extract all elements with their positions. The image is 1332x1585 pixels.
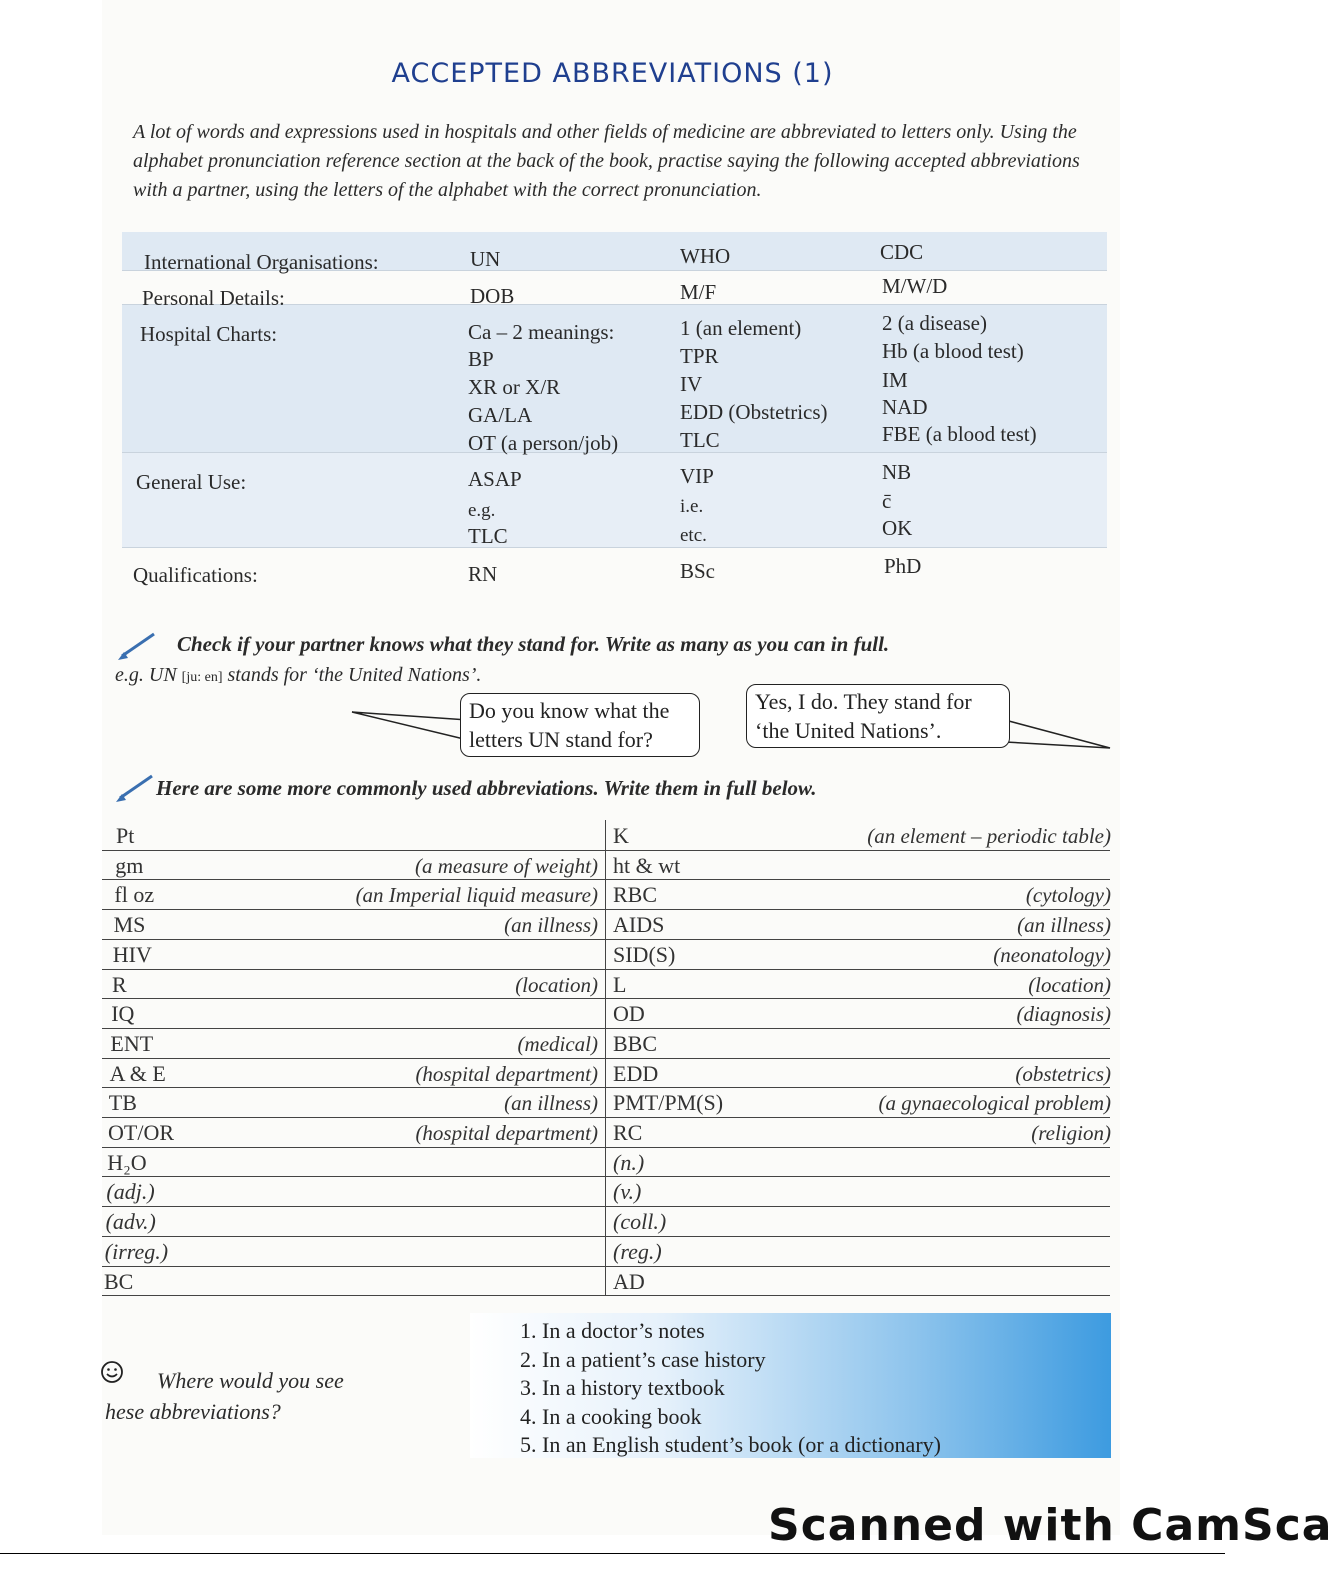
divider <box>122 547 1107 548</box>
abbr-left: A & E <box>109 1060 166 1086</box>
category-label: General Use: <box>136 470 247 494</box>
abbr-item: WHO <box>680 244 731 268</box>
row-line <box>102 909 1110 910</box>
row-line <box>102 1236 1110 1237</box>
abbr-item: TLC <box>468 524 508 548</box>
row-line <box>102 1295 1110 1296</box>
abbr-right: RBC <box>613 882 658 908</box>
abbr-left-hint: (hospital department) <box>415 1061 598 1086</box>
abbr-left: HIV <box>112 941 152 967</box>
abbr-item: CDC <box>880 240 924 264</box>
abbr-left: MS <box>113 912 146 938</box>
abbr-item: i.e. <box>680 496 704 517</box>
abbr-item: PhD <box>884 554 922 578</box>
abbr-right: ht & wt <box>613 852 681 878</box>
abbr-item: EDD (Obstetrics) <box>680 400 828 424</box>
abbr-left: Pt <box>116 823 135 848</box>
abbr-left-hint: (medical) <box>517 1031 598 1056</box>
abbr-right-hint: (diagnosis) <box>1016 1002 1111 1027</box>
answer-item: 1. In a doctor’s notes <box>520 1318 705 1343</box>
abbr-right-hint: (neonatology) <box>993 942 1111 967</box>
pencil-icon <box>116 628 160 662</box>
abbr-item: M/W/D <box>882 274 948 298</box>
abbr-left-hint: (an illness) <box>504 913 598 938</box>
abbr-item: Ca – 2 meanings: <box>468 320 615 344</box>
abbr-right: PMT/PM(S) <box>613 1090 724 1116</box>
abbr-left-hint: (an illness) <box>504 1091 598 1116</box>
abbr-item: TLC <box>680 428 720 452</box>
abbr-item: etc. <box>680 525 707 546</box>
category-label: Qualifications: <box>133 563 258 587</box>
row-line <box>102 1058 1110 1059</box>
speech-bubble-question: Do you know what the letters UN stand for? <box>460 693 700 757</box>
abbr-item: ASAP <box>468 467 522 491</box>
abbr-item: VIP <box>680 464 714 488</box>
row-line <box>102 969 1110 970</box>
abbr-left-hint: (an Imperial liquid measure) <box>355 883 598 908</box>
row-line <box>102 879 1110 880</box>
abbr-item: BP <box>468 347 494 371</box>
abbr-left: R <box>112 971 127 997</box>
abbr-item: GA/LA <box>468 403 533 427</box>
answer-item: 2. In a patient’s case history <box>520 1346 766 1372</box>
page-title: ACCEPTED ABBREVIATIONS (1) <box>391 58 834 89</box>
abbr-right: (n.) <box>613 1149 645 1175</box>
row-line <box>102 1176 1110 1177</box>
abbr-left: OT/OR <box>108 1120 174 1145</box>
abbr-item: XR or X/R <box>468 375 561 399</box>
intro-paragraph: A lot of words and expressions used in hospitals and other fields of medicine are abbreviated to letters only. Using the alphabet pronunciation reference section at the back of the book, practise saying the following accepted abbreviations with a partner, using the letters of the alphabet with the correct pronunciation. <box>133 121 1080 201</box>
abbr-item: IM <box>882 368 908 392</box>
abbr-left: IQ <box>111 1001 135 1027</box>
abbr-item: NB <box>882 460 912 484</box>
scanner-watermark: Scanned with CamSca <box>768 1500 1332 1551</box>
row-line <box>102 1028 1110 1029</box>
abbr-left: TB <box>108 1090 137 1116</box>
abbr-right-hint: (an element – periodic table) <box>867 824 1111 848</box>
abbr-right: BBC <box>613 1030 658 1056</box>
answer-item: 3. In a history textbook <box>520 1375 725 1400</box>
abbr-item: RN <box>468 562 498 586</box>
abbr-left: BC <box>104 1268 134 1294</box>
abbr-item: M/F <box>680 280 717 304</box>
table-band-general <box>122 452 1107 547</box>
abbr-right-hint: (religion) <box>1031 1121 1111 1145</box>
row-line <box>102 1266 1110 1267</box>
abbr-item: 1 (an element) <box>680 316 802 340</box>
abbr-left: (adv.) <box>105 1209 156 1235</box>
abbr-right-hint: (an illness) <box>1017 913 1111 938</box>
abbr-right-hint: (cytology) <box>1025 883 1111 908</box>
abbr-right-hint: (obstetrics) <box>1015 1061 1111 1086</box>
abbr-item: TPR <box>680 344 719 368</box>
abbr-right: RC <box>613 1120 643 1145</box>
category-label: Hospital Charts: <box>140 322 278 346</box>
abbr-right: K <box>613 823 629 848</box>
abbr-item: c̄ <box>882 489 892 513</box>
abbr-right: OD <box>613 1001 645 1027</box>
answer-list <box>520 1317 941 1460</box>
abbr-item: OK <box>882 516 913 540</box>
abbr-right: SID(S) <box>613 941 676 967</box>
abbr-right-hint: (location) <box>1028 972 1111 997</box>
speech-bubble-answer: Yes, I do. They stand for ‘the United Nations’. <box>746 684 1010 748</box>
abbr-item: FBE (a blood test) <box>882 422 1037 446</box>
row-line <box>102 939 1110 940</box>
abbr-left-hint: (hospital department) <box>415 1121 598 1145</box>
abbr-right-hint: (a gynaecological problem) <box>878 1091 1111 1116</box>
abbr-left-hint: (location) <box>515 972 598 997</box>
abbr-item: IV <box>680 372 703 396</box>
abbr-item: UN <box>470 247 501 271</box>
abbr-item: BSc <box>680 559 716 583</box>
abbr-right: (v.) <box>613 1179 642 1205</box>
abbr-item: OT (a person/job) <box>468 431 619 455</box>
example-line: e.g. UN [ju: en] stands for ‘the United Nations’. <box>115 664 482 686</box>
answer-item: 5. In an English student’s book (or a dictionary) <box>520 1432 941 1457</box>
abbr-item: Hb (a blood test) <box>882 339 1024 363</box>
abbr-left: (irreg.) <box>104 1238 169 1264</box>
abbr-left: ENT <box>110 1030 154 1056</box>
bubble-tail-left <box>350 700 470 745</box>
page-sheet <box>102 0 1120 1535</box>
abbr-left: gm <box>115 852 144 878</box>
abbr-right: AD <box>613 1268 645 1294</box>
check-instruction: Check if your partner knows what they stand for. Write as many as you can in full. <box>177 632 890 656</box>
category-label: Personal Details: <box>142 286 285 310</box>
abbr-left: fl oz <box>114 882 155 908</box>
bubble-tail-right <box>1005 700 1115 755</box>
bottom-line <box>0 1553 1225 1554</box>
abbr-right: (reg.) <box>613 1238 662 1264</box>
answer-item: 4. In a cooking book <box>520 1403 702 1429</box>
row-line <box>102 1206 1110 1207</box>
abbr-left-hint: (a measure of weight) <box>415 853 598 878</box>
abbr-item: e.g. <box>468 500 496 521</box>
abbr-left: H₂O <box>107 1149 147 1175</box>
abbr-item: 2 (a disease) <box>882 311 987 335</box>
more-instruction: Here are some more commonly used abbreviations. Write them in full below. <box>156 776 817 800</box>
row-line <box>102 998 1110 999</box>
abbr-right: L <box>613 971 627 997</box>
category-label: International Organisations: <box>144 250 379 274</box>
abbr-right: EDD <box>613 1060 659 1086</box>
abbr-item: NAD <box>882 395 928 419</box>
question-text: Where would you see hese abbreviations? <box>105 1368 344 1424</box>
row-line <box>102 1147 1110 1148</box>
pencil-icon <box>114 770 158 804</box>
abbr-item: DOB <box>470 284 515 308</box>
abbr-left: (adj.) <box>106 1179 155 1205</box>
abbr-right: (coll.) <box>613 1209 667 1235</box>
abbr-right: AIDS <box>613 912 665 938</box>
